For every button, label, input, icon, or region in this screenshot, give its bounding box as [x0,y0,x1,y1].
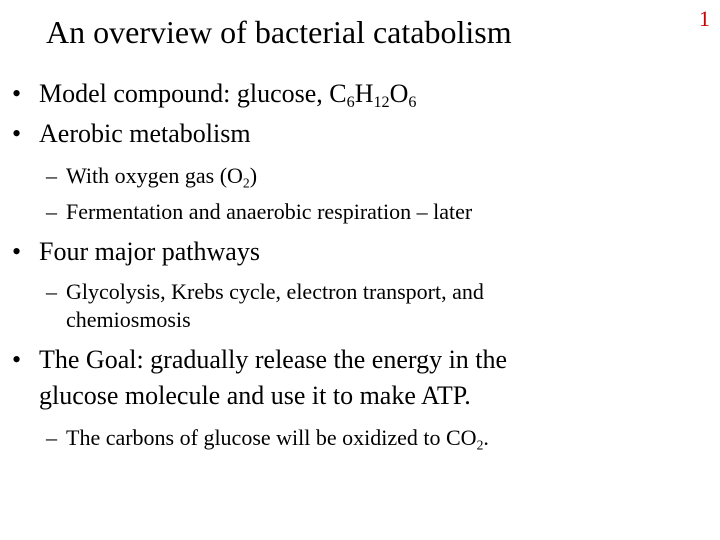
bullet-the-goal [12,344,702,408]
formula-subscript: 2 [476,437,484,453]
slide-title: An overview of bacterial catabolism [46,14,512,50]
bullet-marker: • [12,79,22,108]
formula-subscript: 6 [346,94,355,112]
subbullet-text: Fermentation and anaerobic respiration – later [66,199,473,224]
formula-element: H [354,79,374,108]
bullet-text [39,78,416,110]
subbullet-text-line1: Glycolysis, Krebs cycle, electron transport, and [66,279,484,304]
bullet-aerobic-metabolism [12,118,702,150]
bullet-four-pathways [12,236,702,268]
bullet-text: Aerobic metabolism [39,119,251,148]
bullet-text-line2: glucose molecule and use it to make ATP. [39,381,471,410]
subbullet-marker: – [46,199,57,224]
bullet-marker: • [12,345,22,374]
formula-subscript: 12 [373,94,390,112]
bullet-model-compound [12,78,702,110]
bullet-text-prefix: Model compound: glucose, C [39,79,347,108]
subbullet-oxygen-gas [46,162,706,190]
subbullet-marker: – [46,425,57,450]
subbullet-marker: – [46,163,57,188]
slide-number: 1 [699,6,710,31]
subbullet-text [66,162,257,190]
subbullet-text-suffix: . [483,425,489,450]
formula-subscript: 6 [408,94,417,112]
subbullet-text-suffix: ) [249,163,258,188]
subbullet-text-prefix: With oxygen gas (O [66,163,243,188]
bullet-marker: • [12,237,22,266]
subbullet-fermentation [46,198,706,226]
subbullet-text-prefix: The carbons of glucose will be oxidized to CO [66,425,477,450]
formula-subscript: 2 [242,175,250,191]
formula-element: O [389,79,409,108]
subbullet-text [66,424,489,452]
subbullet-text-line2: chemiosmosis [66,307,191,332]
subbullet-marker: – [46,279,57,304]
bullet-text: Four major pathways [39,237,260,266]
bullet-marker: • [12,119,22,148]
bullet-text-line1: The Goal: gradually release the energy in the [39,345,508,374]
subbullet-pathways-list [46,278,706,334]
subbullet-carbons-oxidized [46,424,706,452]
